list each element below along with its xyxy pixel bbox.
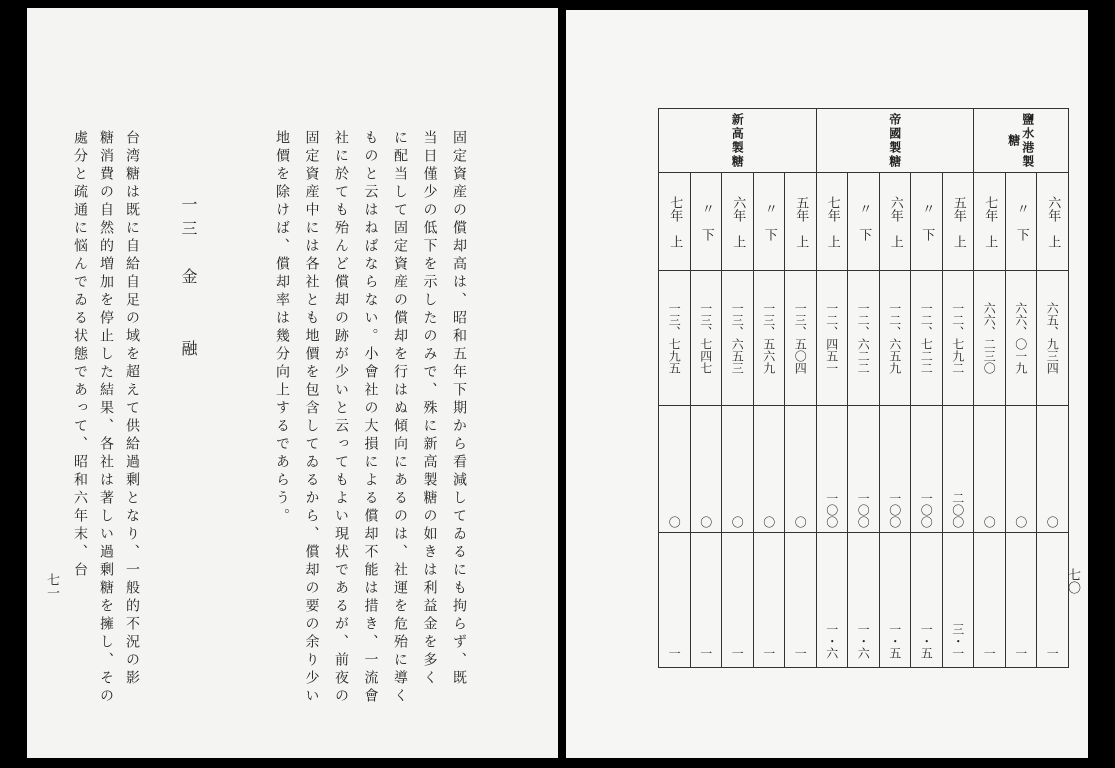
depreciation-amount [722, 271, 754, 406]
depreciation-ratio [659, 406, 691, 533]
depreciation-amount [816, 271, 848, 406]
period-cell [785, 173, 817, 271]
depreciation-ratio [690, 406, 722, 533]
depreciation-amount [848, 271, 880, 406]
depreciation-amount [659, 271, 691, 406]
rate-cell-text: 一 [730, 647, 745, 659]
right-page [566, 10, 1088, 758]
rate-cell-text: 一・五 [919, 623, 934, 659]
depreciation-ratio-text: 二〇〇 [950, 492, 965, 528]
company-header [974, 109, 1069, 173]
rate-cell-text: 一 [793, 647, 808, 659]
rate-cell [1037, 533, 1069, 668]
depreciation-ratio [1005, 406, 1037, 533]
depreciation-ratio [785, 406, 817, 533]
period-cell [848, 173, 880, 271]
depreciation-ratio [816, 406, 848, 533]
depreciation-amount-text: 一三、六五三 [730, 302, 745, 374]
depreciation-ratio-text: 一〇〇 [856, 492, 871, 528]
company-name: 帝國製糖 [887, 112, 902, 169]
period-cell-text: 〃 下 [919, 202, 935, 241]
rate-cell-text: 一・五 [887, 623, 902, 659]
rate-cell-text: 一 [698, 647, 713, 659]
rate-cell-text: 一 [1045, 647, 1060, 659]
period-cell-text: 七年 上 [667, 195, 683, 248]
depreciation-ratio-text: 一〇〇 [824, 492, 839, 528]
period-cell-text: 〃 下 [1013, 202, 1029, 241]
depreciation-amount-text: 六五、九三四 [1045, 302, 1060, 374]
page-number: 七〇 [1065, 568, 1080, 594]
rate-cell [816, 533, 848, 668]
paragraph2-line: 糖消費の自然的増加を停止した結果、各社は著しい過剰糖を擁し、その [98, 130, 114, 706]
company-header [659, 109, 817, 173]
rate-cell [879, 533, 911, 668]
depreciation-amount [1037, 271, 1069, 406]
rate-cell-text: 一 [761, 647, 776, 659]
paragraph1-line: に配当して固定資産の償却を行はぬ傾向にあるのは、社運を危殆に導く [392, 130, 408, 706]
depreciation-ratio [1037, 406, 1069, 533]
paragraph2-line: 處分と疏通に悩んでゐる状態であって、昭和六年末、台 [72, 130, 88, 580]
period-cell [974, 173, 1006, 271]
period-cell [1005, 173, 1037, 271]
depreciation-amount-text: 一二、七二二 [919, 302, 934, 374]
company-name: 新高製糖 [730, 112, 745, 169]
period-cell [722, 173, 754, 271]
rate-cell [1005, 533, 1037, 668]
depreciation-amount [1005, 271, 1037, 406]
depreciation-ratio [942, 406, 974, 533]
rate-cell [753, 533, 785, 668]
depreciation-amount [879, 271, 911, 406]
rate-cell [659, 533, 691, 668]
depreciation-amount [974, 271, 1006, 406]
rate-cell [942, 533, 974, 668]
period-cell [1037, 173, 1069, 271]
depreciation-amount-text: 一三、七九五 [667, 302, 682, 374]
period-cell-text: 七年 上 [982, 195, 998, 248]
depreciation-amount-text: 一二、六五九 [887, 302, 902, 374]
rate-cell [722, 533, 754, 668]
depreciation-ratio-text: 〇 [1045, 516, 1060, 528]
depreciation-ratio [974, 406, 1006, 533]
depreciation-amount-text: 一三、五六九 [761, 302, 776, 374]
depreciation-ratio-text: 〇 [730, 516, 745, 528]
period-cell [690, 173, 722, 271]
rate-cell-text: 一・六 [856, 623, 871, 659]
period-cell-text: 〃 下 [856, 202, 872, 241]
period-cell [816, 173, 848, 271]
period-cell-text: 〃 下 [761, 202, 777, 241]
rate-cell [974, 533, 1006, 668]
depreciation-amount [911, 271, 943, 406]
depreciation-amount-text: 一二、六二二 [856, 302, 871, 374]
period-cell-text: 六年 上 [1045, 195, 1061, 248]
depreciation-amount [785, 271, 817, 406]
period-cell [879, 173, 911, 271]
period-cell [659, 173, 691, 271]
rate-cell-text: 三・一 [950, 623, 965, 659]
depreciation-amount-text: 六六、〇一九 [1013, 302, 1028, 374]
depreciation-amount-text: 一三、五〇四 [793, 302, 808, 374]
period-cell [942, 173, 974, 271]
paragraph1-line: ものと云はねばならない。小會社の大損による償却不能は措き、一流會 [362, 130, 379, 706]
rate-cell-text: 一 [1013, 647, 1028, 659]
page-number: 七一 [44, 573, 59, 599]
depreciation-ratio [722, 406, 754, 533]
depreciation-amount-text: 一三、七四七 [698, 302, 713, 374]
depreciation-amount [753, 271, 785, 406]
depreciation-ratio-text: 一〇〇 [887, 492, 902, 528]
period-cell-text: 五年 上 [950, 195, 966, 248]
paragraph1-line: 固定資産中には各社とも地價を包含してゐるから、償却の要の余り少い [303, 130, 320, 706]
depreciation-ratio [848, 406, 880, 533]
period-cell-text: 七年 上 [824, 195, 840, 248]
depreciation-amount-text: 一二、七九二 [950, 302, 965, 374]
paragraph1-line: 当日僅少の低下を示したのみで、殊に新高製糖の如きは利益金を多く [421, 130, 438, 688]
rate-cell [911, 533, 943, 668]
depreciation-ratio [879, 406, 911, 533]
depreciation-ratio-text: 〇 [667, 516, 682, 528]
depreciation-amount [690, 271, 722, 406]
rate-cell [848, 533, 880, 668]
period-cell-text: 〃 下 [698, 202, 714, 241]
rate-cell-text: 一 [982, 647, 997, 659]
depreciation-ratio-text: 〇 [982, 516, 997, 528]
company-header [816, 109, 974, 173]
depreciation-ratio-text: 〇 [1013, 516, 1028, 528]
section-heading: 一三 金 融 [179, 196, 198, 364]
period-cell-text: 六年 上 [730, 195, 746, 248]
paragraph1-line: 社に於ても殆んど償却の跡が少いと云ってもよい現状であるが、前夜の [333, 130, 349, 706]
period-cell-text: 六年 上 [887, 195, 903, 248]
depreciation-amount-text: 一二、四五一 [824, 302, 839, 374]
depreciation-amount [942, 271, 974, 406]
rate-cell-text: 一・六 [824, 623, 839, 659]
period-cell [753, 173, 785, 271]
paragraph1-line: 固定資産の償却高は、昭和五年下期から看減してゐるにも拘らず、既 [451, 130, 467, 688]
depreciation-ratio-text: 〇 [761, 516, 776, 528]
period-cell [911, 173, 943, 271]
rate-cell [690, 533, 722, 668]
depreciation-ratio [911, 406, 943, 533]
left-page [27, 8, 558, 758]
depreciation-table [658, 108, 1069, 668]
rate-cell [785, 533, 817, 668]
company-name: 鹽水港製糖 [1006, 112, 1035, 169]
depreciation-amount-text: 六六、二三〇 [982, 302, 997, 374]
paragraph1-line: 地價を除けば、償却率は幾分向上するであらう。 [274, 130, 290, 526]
depreciation-ratio [753, 406, 785, 533]
depreciation-ratio-text: 〇 [793, 516, 808, 528]
depreciation-ratio-text: 一〇〇 [919, 492, 934, 528]
depreciation-ratio-text: 〇 [698, 516, 713, 528]
paragraph2-line: 台湾糖は既に自給自足の域を超えて供給過剰となり、一般的不況の影 [124, 130, 140, 688]
rate-cell-text: 一 [667, 647, 682, 659]
period-cell-text: 五年 上 [793, 195, 809, 248]
